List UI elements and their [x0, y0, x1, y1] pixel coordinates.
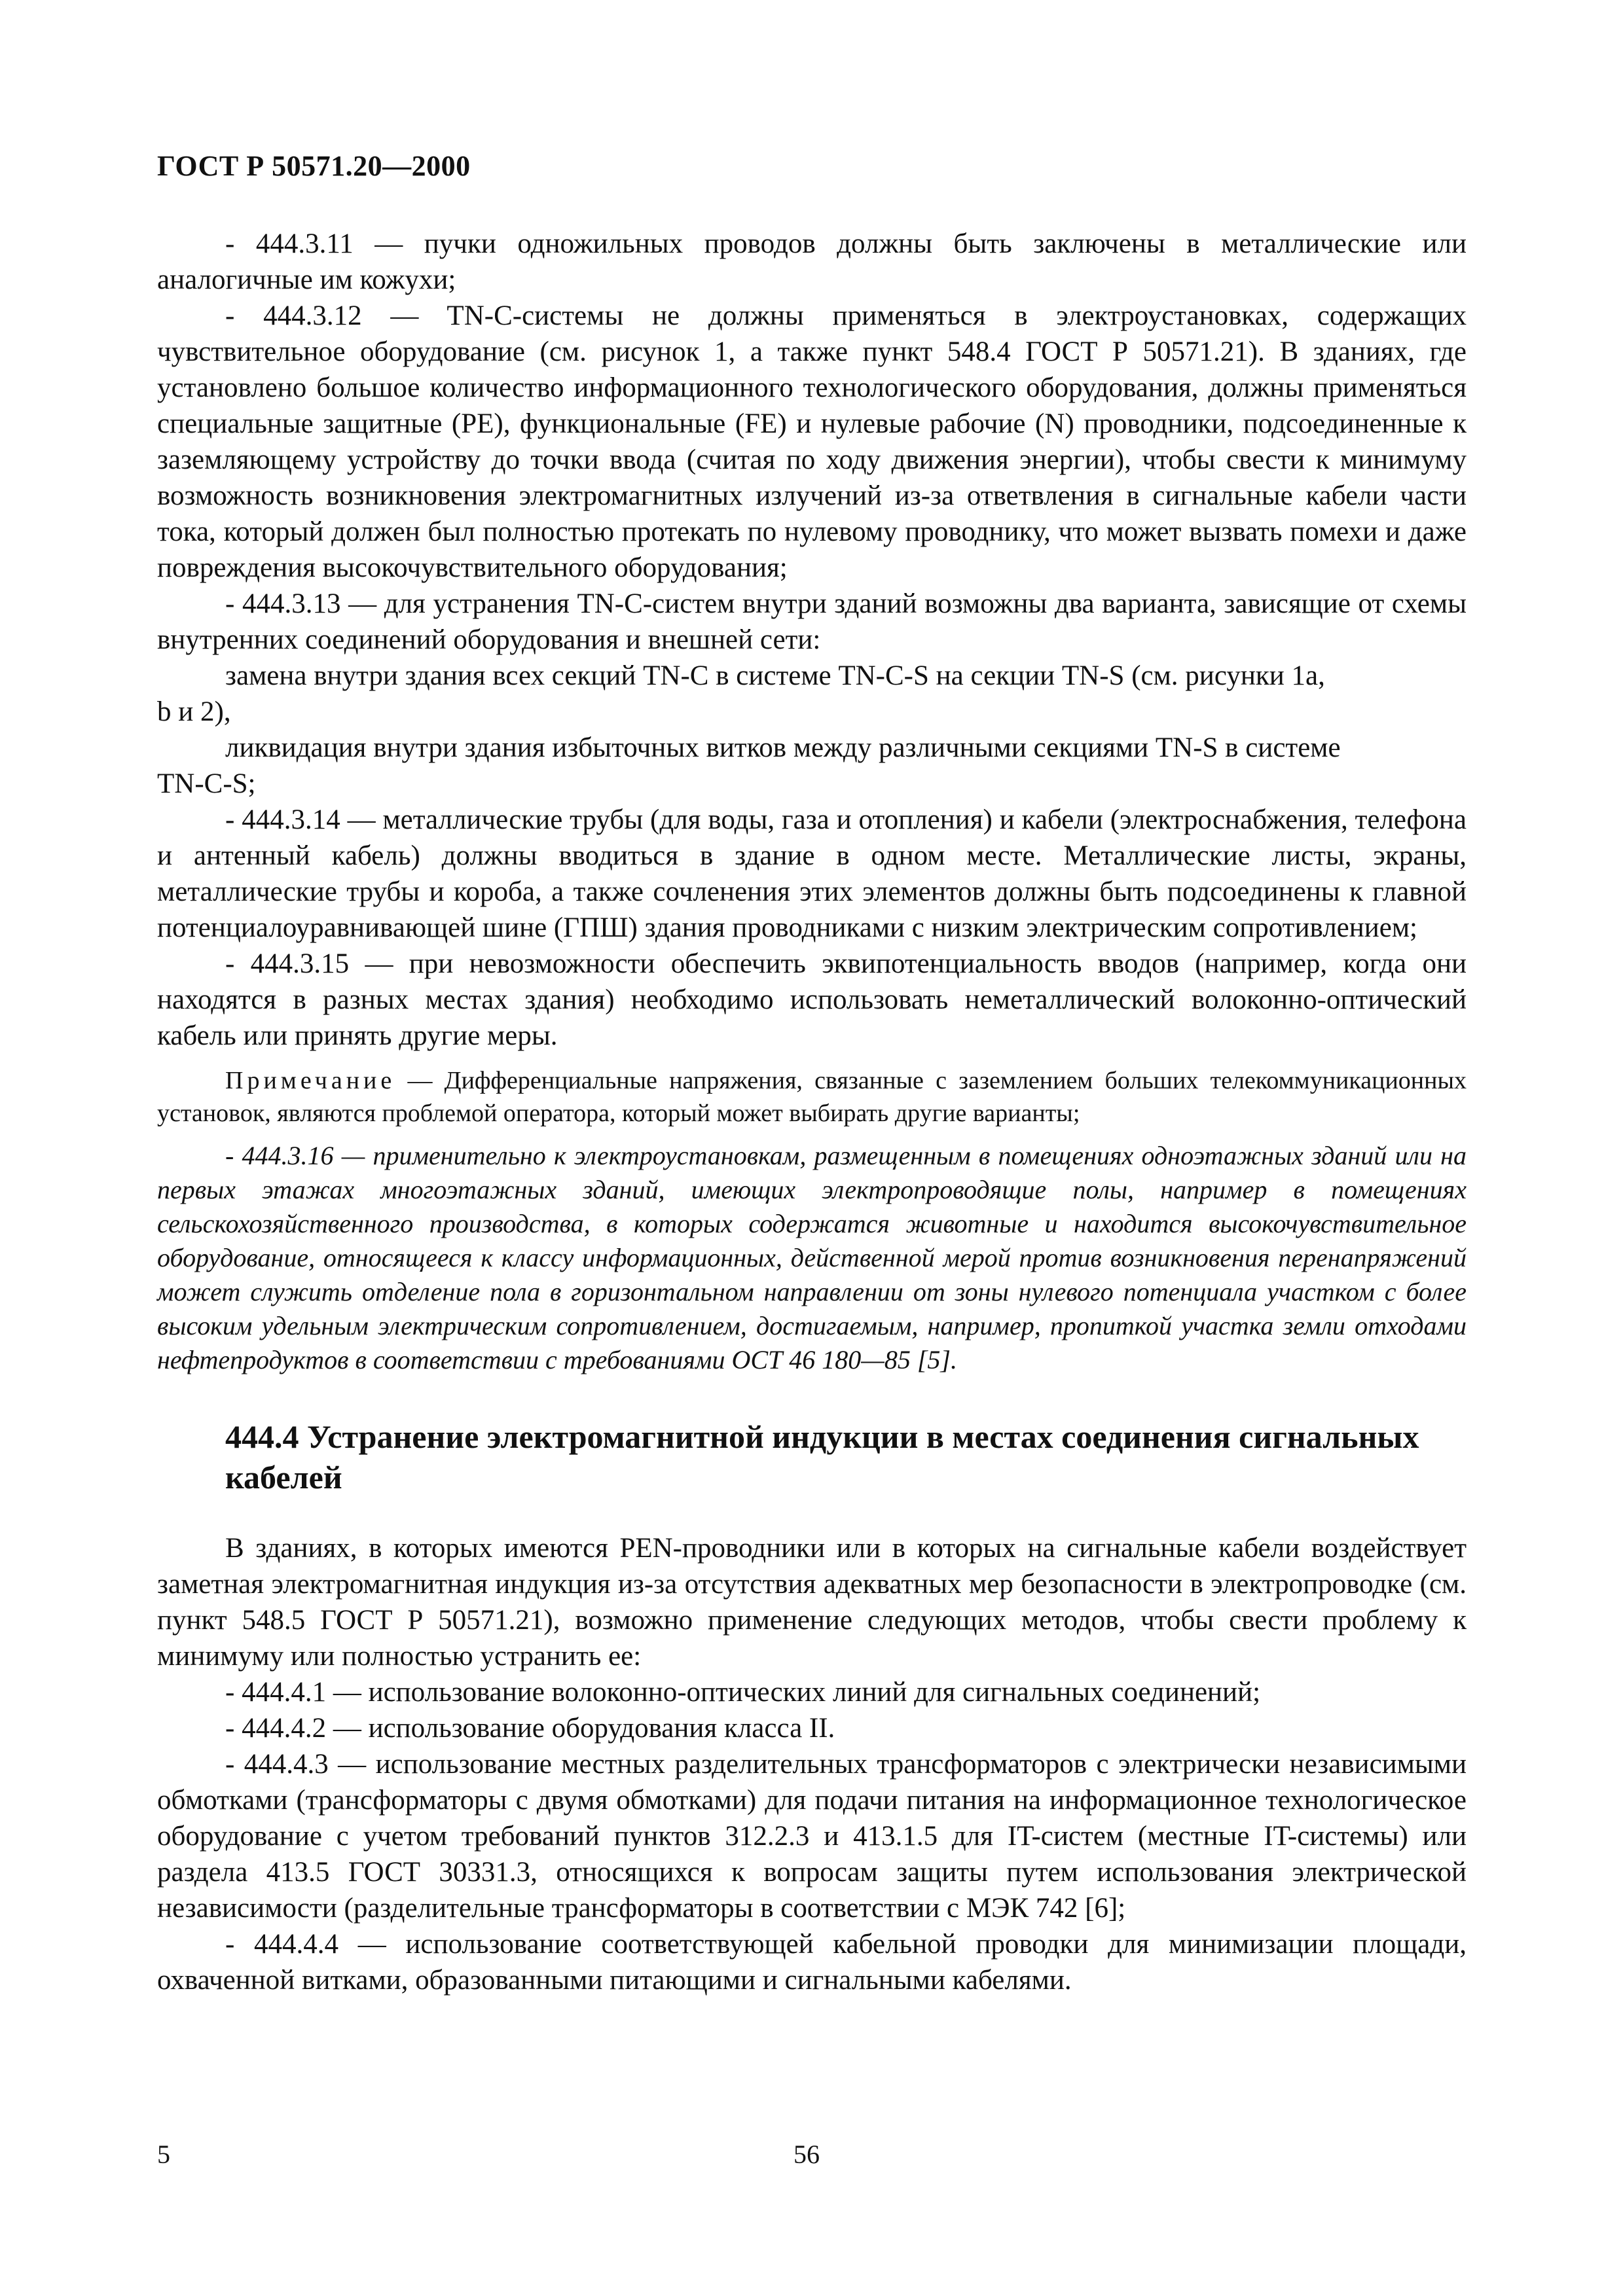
paragraph-444-3-15: - 444.3.15 — при невозможности обеспечить эквипотенциальность вводов (например, когда они находятся в разных местах здания) необходимо использовать неметаллический волоконно-оптический кабель или принять другие меры.: [157, 948, 1467, 1051]
footer-left-number: 5: [157, 2140, 170, 2169]
document-body: [157, 226, 1467, 1998]
paragraph-444-4-2: - 444.4.2 — использование оборудования класса II.: [225, 1713, 835, 1744]
section-heading: 444.4 Устранение электромагнитной индукции в местах соединения сигнальных кабелей: [225, 1418, 1419, 1496]
paragraph-444-3-12: - 444.3.12 — TN-C-системы не должны применяться в электроустановках, содержащих чувствительное оборудование (см. рисунок 1, а также пункт 548.4 ГОСТ Р 50571.21). В зданиях, где установлено большое количество информационного технологического оборудования, должны применяться специальные защитные (PE), функциональные (FE) и нулевые рабочие (N) проводники, подсоединенные к заземляющему устройству до точки ввода (считая по ходу движения энергии), чтобы свести к минимуму возможность возникновения электромагнитных излучений из-за ответвления в сигнальные кабели части тока, который должен был полностью протекать по нулевому проводнику, что может вызвать помехи и даже повреждения высокочувствительного оборудования;: [157, 300, 1467, 583]
page-number: 56: [793, 2140, 820, 2169]
section-intro: В зданиях, в которых имеются PEN-проводники или в которых на сигнальные кабели воздействует заметная электромагнитная индукция из-за отсутствия адекватных мер безопасности в электропроводке (см. пункт 548.5 ГОСТ Р 50571.21), возможно применение следующих методов, чтобы свести проблему к минимуму или полностью устранить ее:: [157, 1533, 1467, 1672]
paragraph-444-4-3: - 444.4.3 — использование местных разделительных трансформаторов с электрически независимыми обмотками (трансформаторы с двумя обмотками) для подачи питания на информационное технологическое оборудование с учетом требований пунктов 312.2.3 и 413.1.5 для IT-систем (местные IT-системы) или раздела 413.5 ГОСТ 30331.3, относящихся к вопросам защиты путем использования электрической независимости (разделительные трансформаторы в соответствии с МЭК 742 [6];: [157, 1749, 1467, 1924]
paragraph-variant-1: замена внутри здания всех секций TN-C в системе TN-C-S на секции TN-S (см. рисунки 1a,: [225, 660, 1325, 691]
paragraph-444-3-16: - 444.3.16 — применительно к электроустановкам, размещенным в помещениях одноэтажных зданий или на первых этажах многоэтажных зданий, имеющих электропроводящие полы, например в помещениях сельскохозяйственного производства, в которых содержатся животные и находится высокочувствительное оборудование, относящееся к классу информационных, действенной мерой против возникновения перенапряжений может служить отделение пола в горизонтальном направлении от зоны нулевого потенциала участком с более высоким удельным электрическим сопротивлением, достигаемым, например, пропиткой участка земли отходами нефтепродуктов в соответствии с требованиями ОСТ 46 180—85 [5].: [157, 1141, 1467, 1374]
paragraph-variant-2: ликвидация внутри здания избыточных витков между различными секциями TN-S в системе: [225, 732, 1341, 763]
paragraph-444-3-14: - 444.3.14 — металлические трубы (для воды, газа и отопления) и кабели (электроснабжения, телефона и антенный кабель) должны вводиться в здание в одном месте. Металлические листы, экраны, металлические трубы и короба, а также сочленения этих элементов должны быть подсоединены к главной потенциалоуравнивающей шине (ГПШ) здания проводниками с низким электрическим сопротивлением;: [157, 804, 1467, 943]
document-header: ГОСТ Р 50571.20—2000: [157, 150, 471, 182]
paragraph-444-3-11: - 444.3.11 — пучки одножильных проводов должны быть заключены в металлические или аналогичные им кожухи;: [157, 228, 1467, 295]
paragraph-variant-2-cont: TN-C-S;: [157, 768, 256, 799]
note: [157, 1064, 1467, 1130]
note-text: — Дифференциальные напряжения, связанные с заземлением больших телекоммуникационных установок, являются проблемой оператора, который может выбирать другие варианты;: [157, 1067, 1467, 1127]
note-label: Примечание: [225, 1067, 396, 1094]
paragraph-444-4-4: - 444.4.4 — использование соответствующей кабельной проводки для минимизации площади, охваченной витками, образованными питающими и сигнальными кабелями.: [157, 1929, 1467, 1996]
paragraph-444-4-1: - 444.4.1 — использование волоконно-оптических линий для сигнальных соединений;: [225, 1677, 1261, 1708]
paragraph-variant-1-cont: b и 2),: [157, 696, 231, 727]
paragraph-444-3-13: - 444.3.13 — для устранения TN-C-систем внутри зданий возможны два варианта, зависящие от схемы внутренних соединений оборудования и внешней сети:: [157, 588, 1467, 655]
